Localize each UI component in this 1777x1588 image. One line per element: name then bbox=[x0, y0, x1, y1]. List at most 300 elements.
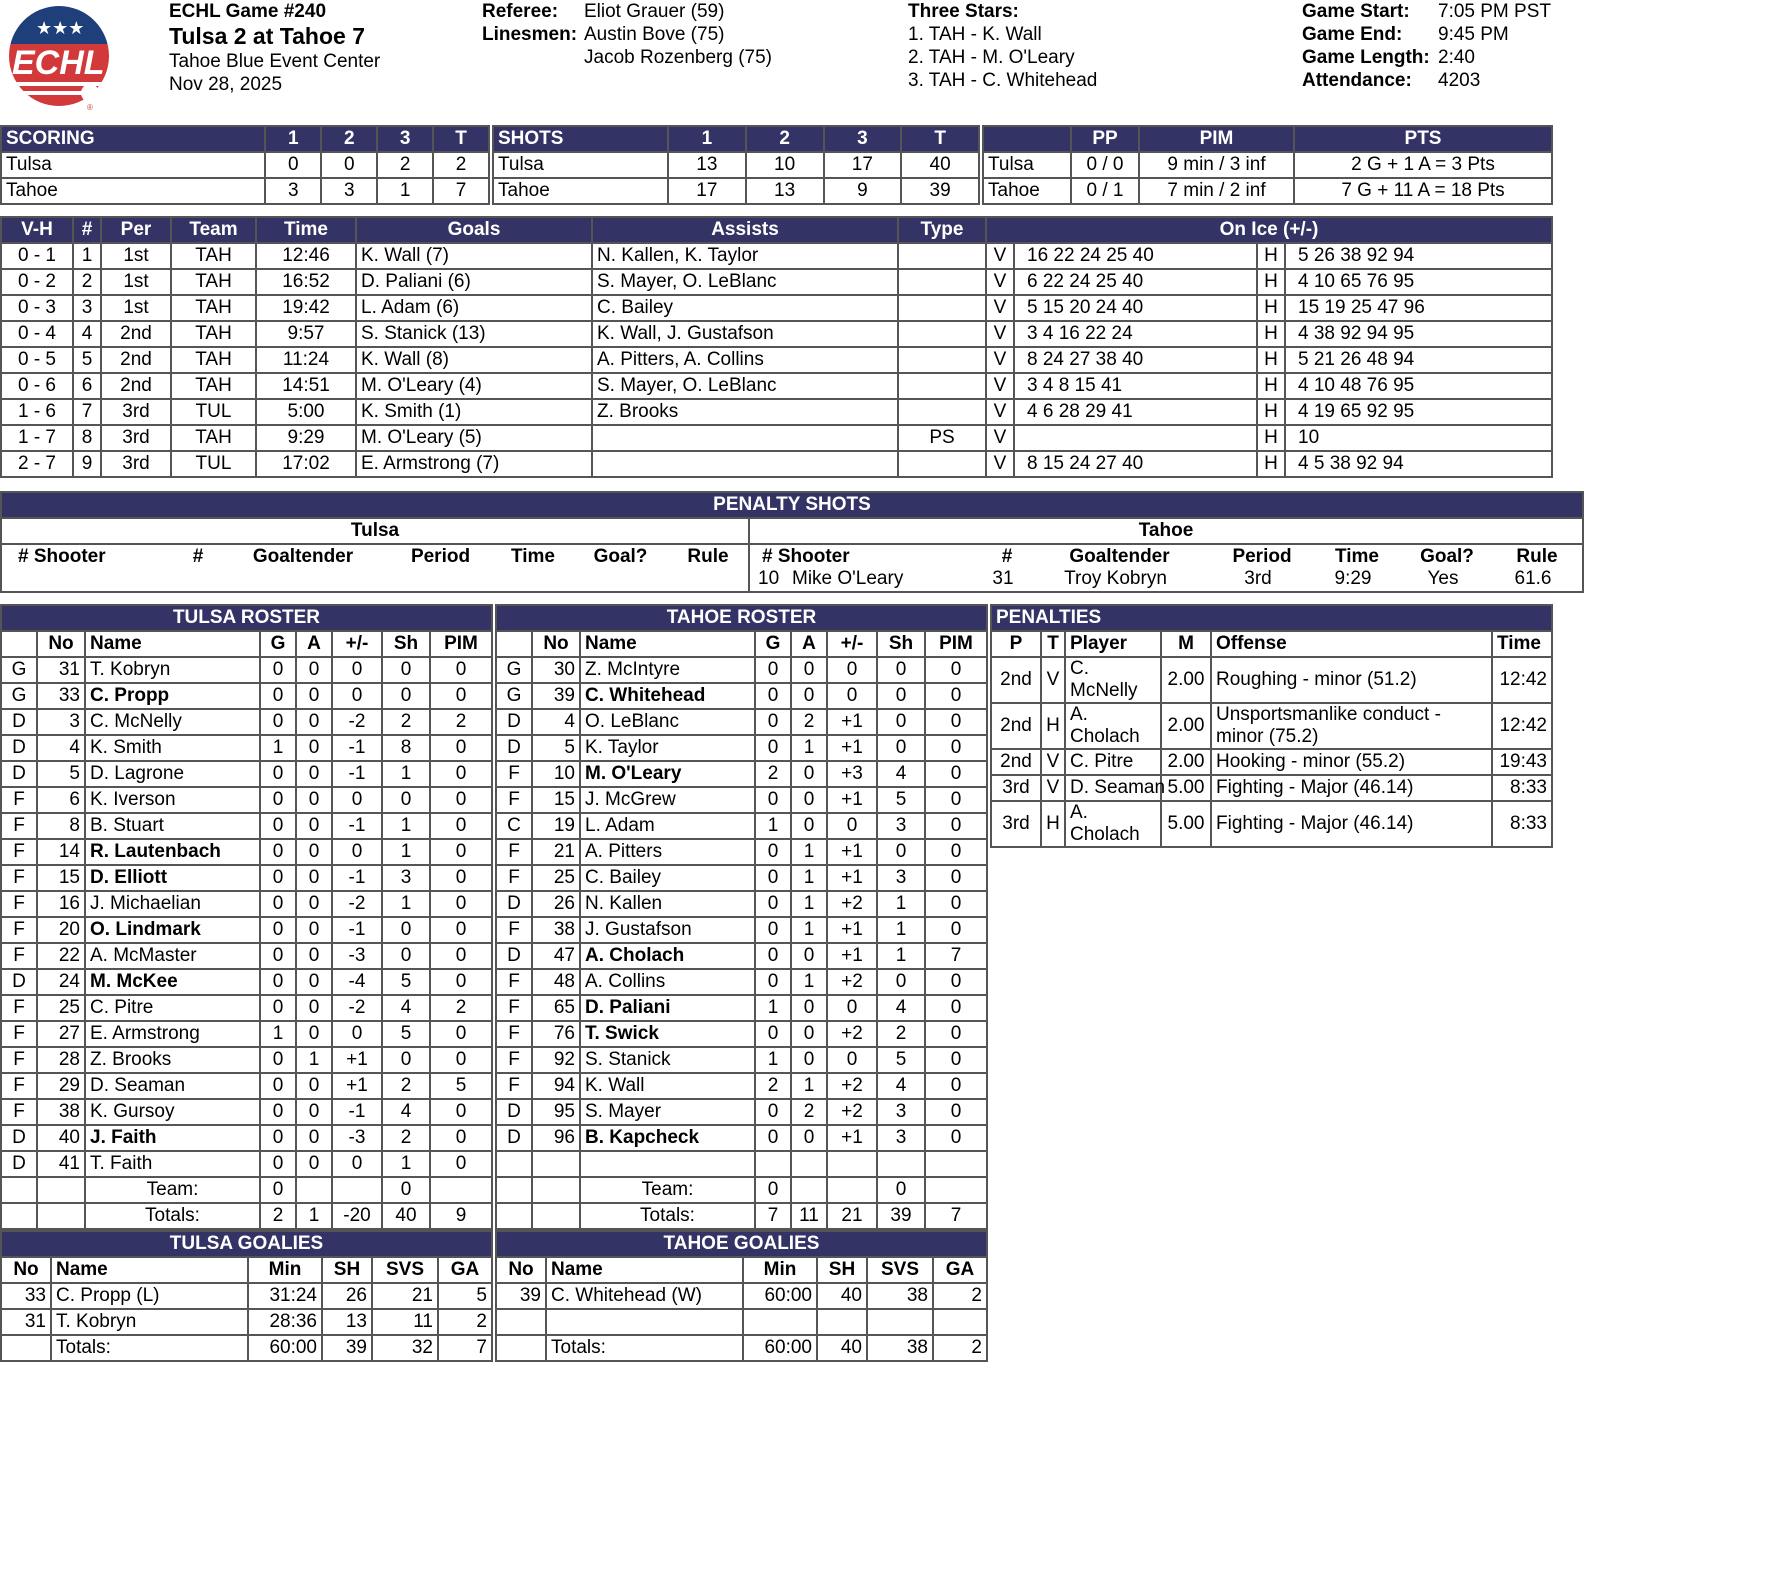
player-name bbox=[581, 1152, 754, 1176]
row-label: Totals: bbox=[581, 1204, 754, 1228]
col-header: Goal? bbox=[593, 546, 648, 567]
goals-section bbox=[0, 216, 1553, 478]
stat-pm: -2 bbox=[333, 710, 381, 734]
jersey-number: 41 bbox=[38, 1152, 84, 1176]
player-name: J. Gustafson bbox=[581, 918, 754, 942]
col-header: Rule bbox=[1516, 546, 1558, 567]
offense: Fighting - Major (46.14) bbox=[1212, 802, 1491, 846]
stat-sh: 1 bbox=[878, 892, 924, 916]
stat-sh: 3 bbox=[878, 1126, 924, 1150]
home-marker: H bbox=[1258, 400, 1284, 424]
player-row bbox=[2, 996, 491, 1020]
player-row bbox=[497, 658, 986, 682]
visitor-on-ice: 3 4 16 22 24 bbox=[1015, 322, 1256, 346]
cell: 7 G + 11 A = 18 Pts bbox=[1295, 179, 1551, 203]
stat-pim: 0 bbox=[431, 866, 491, 890]
stat-pm: +1 bbox=[828, 840, 876, 864]
position: D bbox=[2, 736, 36, 760]
stat-g: 1 bbox=[756, 814, 790, 838]
total-g: 0 bbox=[756, 1178, 790, 1202]
time: 8:33 bbox=[1493, 802, 1551, 846]
tulsa-column bbox=[0, 604, 493, 1362]
penalties-title: PENALTIES bbox=[992, 606, 1551, 630]
player-row bbox=[2, 1048, 491, 1072]
player-row bbox=[2, 736, 491, 760]
col-header: GA bbox=[439, 1258, 491, 1282]
jersey-number: 65 bbox=[533, 996, 579, 1020]
player-row bbox=[2, 814, 491, 838]
team-row bbox=[2, 1178, 491, 1202]
col-header: 2 bbox=[747, 127, 823, 151]
visitor-on-ice: 3 4 8 15 41 bbox=[1015, 374, 1256, 398]
stat-sh: 0 bbox=[878, 840, 924, 864]
goal-assists: K. Wall, J. Gustafson bbox=[593, 322, 897, 346]
goalie-number: 31 bbox=[992, 568, 1014, 589]
position: F bbox=[2, 1022, 36, 1046]
goal-per: 2nd bbox=[102, 348, 170, 372]
stat-a: 0 bbox=[297, 658, 331, 682]
cell bbox=[533, 1178, 579, 1202]
player-name: M. O'Leary bbox=[581, 762, 754, 786]
stat-pim: 0 bbox=[431, 684, 491, 708]
stat-a: 0 bbox=[297, 684, 331, 708]
player-name: E. Armstrong bbox=[86, 1022, 259, 1046]
referee: Eliot Grauer (59) bbox=[584, 1, 725, 22]
goalie-sh: 26 bbox=[323, 1284, 371, 1308]
stat-a: 0 bbox=[792, 1022, 826, 1046]
player-name: L. Adam bbox=[581, 814, 754, 838]
stat-pm: -1 bbox=[333, 736, 381, 760]
goal-time: 16:52 bbox=[257, 270, 355, 294]
jersey-number: 26 bbox=[533, 892, 579, 916]
stat-g: 0 bbox=[261, 944, 295, 968]
cell: 3 bbox=[266, 179, 320, 203]
total-svs: 38 bbox=[868, 1336, 932, 1360]
tahoe-goalies-table bbox=[495, 1230, 988, 1362]
col-header: SH bbox=[323, 1258, 371, 1282]
game-length: 2:40 bbox=[1438, 47, 1475, 68]
stat-g bbox=[756, 1152, 790, 1176]
goalie-ga bbox=[934, 1310, 986, 1334]
svg-text:®: ® bbox=[87, 103, 93, 112]
col-header: Sh bbox=[383, 632, 429, 656]
goal-n: 1 bbox=[74, 244, 100, 268]
player-row bbox=[2, 892, 491, 916]
col-header: Time bbox=[510, 546, 555, 567]
goal-vh: 2 - 7 bbox=[2, 452, 72, 476]
player-row bbox=[497, 684, 986, 708]
position: F bbox=[497, 996, 531, 1020]
col-header: On Ice (+/-) bbox=[987, 218, 1551, 242]
player-name: C. Whitehead bbox=[581, 684, 754, 708]
player-name: B. Kapcheck bbox=[581, 1126, 754, 1150]
jersey-number: 33 bbox=[38, 684, 84, 708]
star-3: 3. TAH - C. Whitehead bbox=[908, 70, 1098, 91]
total-sh: 39 bbox=[323, 1336, 371, 1360]
visitor-on-ice: 8 15 24 27 40 bbox=[1015, 452, 1256, 476]
goalie-ga: 5 bbox=[439, 1284, 491, 1308]
position: F bbox=[497, 866, 531, 890]
stat-a: 0 bbox=[297, 788, 331, 812]
player-name: J. Faith bbox=[86, 1126, 259, 1150]
player-row bbox=[2, 866, 491, 890]
shots-title: SHOTS bbox=[494, 127, 667, 151]
col-header: Type bbox=[899, 218, 985, 242]
goal-type bbox=[899, 296, 985, 320]
stat-pm bbox=[828, 1152, 876, 1176]
stat-g: 0 bbox=[756, 1022, 790, 1046]
stat-pm: +1 bbox=[828, 918, 876, 942]
stat-pm: 0 bbox=[333, 1022, 381, 1046]
table-row bbox=[494, 153, 978, 177]
visitor-marker: V bbox=[987, 400, 1013, 424]
penalty-shots-section bbox=[0, 491, 1558, 593]
goal-time: 14:51 bbox=[257, 374, 355, 398]
cell: 7 bbox=[434, 179, 488, 203]
total-pim bbox=[431, 1178, 491, 1202]
stat-a: 0 bbox=[297, 710, 331, 734]
game-header bbox=[0, 0, 1553, 124]
total-sh: 40 bbox=[818, 1336, 866, 1360]
total-a: 1 bbox=[297, 1204, 331, 1228]
stat-sh: 1 bbox=[383, 892, 429, 916]
stat-a: 0 bbox=[792, 788, 826, 812]
player-row bbox=[497, 1048, 986, 1072]
player-row bbox=[2, 1100, 491, 1124]
goalie-sh: 13 bbox=[323, 1310, 371, 1334]
period: 3rd bbox=[1244, 568, 1272, 589]
stat-g: 0 bbox=[756, 710, 790, 734]
stat-sh: 2 bbox=[383, 710, 429, 734]
home-marker: H bbox=[1258, 452, 1284, 476]
goalie-name: C. Propp (L) bbox=[52, 1284, 247, 1308]
goal-result: Yes bbox=[1427, 568, 1459, 589]
goal-n: 3 bbox=[74, 296, 100, 320]
position: F bbox=[2, 866, 36, 890]
cell: 17 bbox=[669, 179, 745, 203]
player-name: A. Cholach bbox=[1066, 802, 1160, 846]
goal-type bbox=[899, 452, 985, 476]
goal-type bbox=[899, 400, 985, 424]
period: 2nd bbox=[992, 750, 1040, 774]
scoring-table bbox=[0, 125, 490, 205]
player-name: D. Seaman bbox=[86, 1074, 259, 1098]
home-on-ice: 4 10 48 76 95 bbox=[1286, 374, 1551, 398]
stat-sh: 3 bbox=[383, 866, 429, 890]
goal-assists bbox=[593, 426, 897, 450]
stat-a: 0 bbox=[297, 1022, 331, 1046]
row-label: Team: bbox=[581, 1178, 754, 1202]
jersey-number: 94 bbox=[533, 1074, 579, 1098]
stat-sh: 0 bbox=[878, 736, 924, 760]
stat-sh: 1 bbox=[383, 1152, 429, 1176]
total-g: 7 bbox=[756, 1204, 790, 1228]
goalie-ga: 2 bbox=[439, 1310, 491, 1334]
goal-n: 9 bbox=[74, 452, 100, 476]
cell: 9 min / 3 inf bbox=[1140, 153, 1293, 177]
goal-team: TUL bbox=[172, 452, 255, 476]
total-sh: 0 bbox=[383, 1178, 429, 1202]
goal-team: TAH bbox=[172, 374, 255, 398]
goal-n: 4 bbox=[74, 322, 100, 346]
goal-type bbox=[899, 322, 985, 346]
home-marker: H bbox=[1258, 296, 1284, 320]
stat-g: 1 bbox=[756, 1048, 790, 1072]
stat-pim: 0 bbox=[431, 1022, 491, 1046]
stat-pim: 0 bbox=[926, 970, 986, 994]
jersey-number: 21 bbox=[533, 840, 579, 864]
team-name: Tahoe bbox=[984, 179, 1070, 203]
stat-pm: +1 bbox=[828, 866, 876, 890]
player-name: C. Pitre bbox=[86, 996, 259, 1020]
player-name: B. Stuart bbox=[86, 814, 259, 838]
player-row bbox=[2, 840, 491, 864]
stat-pim: 0 bbox=[926, 736, 986, 760]
player-row bbox=[2, 944, 491, 968]
total-g: 2 bbox=[261, 1204, 295, 1228]
stat-pim: 0 bbox=[926, 814, 986, 838]
col-header: Per bbox=[102, 218, 170, 242]
player-row bbox=[497, 996, 986, 1020]
stat-a: 0 bbox=[297, 762, 331, 786]
totals-row bbox=[2, 1204, 491, 1228]
player-name: Z. Brooks bbox=[86, 1048, 259, 1072]
table-row bbox=[984, 179, 1551, 203]
col-header: 3 bbox=[825, 127, 901, 151]
jersey-number: 3 bbox=[38, 710, 84, 734]
stat-sh: 1 bbox=[878, 944, 924, 968]
home-marker: H bbox=[1258, 244, 1284, 268]
star-1: 1. TAH - K. Wall bbox=[908, 24, 1042, 45]
goal-row bbox=[2, 452, 1551, 476]
goal-row bbox=[2, 348, 1551, 372]
stat-pim: 0 bbox=[431, 1126, 491, 1150]
position: D bbox=[2, 970, 36, 994]
position: D bbox=[497, 736, 531, 760]
stat-sh: 5 bbox=[383, 970, 429, 994]
linesman: Austin Bove (75) bbox=[584, 24, 725, 45]
position bbox=[497, 1152, 531, 1176]
position: F bbox=[2, 814, 36, 838]
jersey-number: 38 bbox=[38, 1100, 84, 1124]
jersey-number: 95 bbox=[533, 1100, 579, 1124]
col-header: Goals bbox=[357, 218, 591, 242]
player-row bbox=[2, 658, 491, 682]
goal-time: 12:46 bbox=[257, 244, 355, 268]
player-row bbox=[497, 762, 986, 786]
stat-sh: 4 bbox=[383, 1100, 429, 1124]
stat-a: 0 bbox=[792, 944, 826, 968]
svg-text:ECHL: ECHL bbox=[12, 44, 105, 82]
stat-pim: 0 bbox=[431, 918, 491, 942]
total-a bbox=[297, 1178, 331, 1202]
goal-assists: A. Pitters, A. Collins bbox=[593, 348, 897, 372]
stat-pim: 0 bbox=[431, 736, 491, 760]
stat-sh: 0 bbox=[383, 658, 429, 682]
stat-sh: 2 bbox=[878, 1022, 924, 1046]
stat-g: 0 bbox=[756, 866, 790, 890]
goalie-sh bbox=[818, 1310, 866, 1334]
player-name: K. Iverson bbox=[86, 788, 259, 812]
stat-sh: 5 bbox=[383, 1022, 429, 1046]
player-row bbox=[2, 762, 491, 786]
cell bbox=[38, 1204, 84, 1228]
player-row bbox=[2, 970, 491, 994]
time: 9:29 bbox=[1334, 568, 1372, 589]
goalie-number: 33 bbox=[2, 1284, 50, 1308]
roster-title: TULSA ROSTER bbox=[2, 606, 491, 630]
stat-g: 0 bbox=[261, 814, 295, 838]
goal-assists: C. Bailey bbox=[593, 296, 897, 320]
col-header: Name bbox=[52, 1258, 247, 1282]
player-row bbox=[497, 1100, 986, 1124]
stat-g: 0 bbox=[261, 1126, 295, 1150]
player-name: Z. McIntyre bbox=[581, 658, 754, 682]
stat-pm: +2 bbox=[828, 970, 876, 994]
col-header: Min bbox=[744, 1258, 816, 1282]
stat-pim: 0 bbox=[926, 1048, 986, 1072]
total-svs: 32 bbox=[373, 1336, 437, 1360]
total-min: 60:00 bbox=[249, 1336, 321, 1360]
stat-g: 0 bbox=[756, 944, 790, 968]
goalie-row bbox=[2, 1310, 491, 1334]
cell bbox=[2, 1178, 36, 1202]
player-row bbox=[497, 944, 986, 968]
cell: 1 bbox=[378, 179, 432, 203]
stat-g: 0 bbox=[756, 684, 790, 708]
col-header: T bbox=[1042, 632, 1064, 656]
col-header: 3 bbox=[378, 127, 432, 151]
jersey-number: 48 bbox=[533, 970, 579, 994]
goal-per: 1st bbox=[102, 244, 170, 268]
jersey-number: 15 bbox=[533, 788, 579, 812]
penalties-header-row bbox=[992, 632, 1551, 656]
jersey-number: 30 bbox=[533, 658, 579, 682]
stat-pm: 0 bbox=[333, 840, 381, 864]
stat-a: 0 bbox=[297, 840, 331, 864]
col-header: T bbox=[902, 127, 978, 151]
stat-pm: -1 bbox=[333, 866, 381, 890]
home-on-ice: 4 38 92 94 95 bbox=[1286, 322, 1551, 346]
position: F bbox=[2, 788, 36, 812]
player-row bbox=[2, 788, 491, 812]
visitor-marker: V bbox=[987, 270, 1013, 294]
rosters-section bbox=[0, 604, 1553, 1362]
position: F bbox=[497, 788, 531, 812]
period: 2nd bbox=[992, 704, 1040, 748]
stat-sh: 0 bbox=[878, 658, 924, 682]
stat-pim: 0 bbox=[926, 1100, 986, 1124]
time: 12:42 bbox=[1493, 704, 1551, 748]
penalties-table bbox=[990, 604, 1553, 848]
stat-sh bbox=[878, 1152, 924, 1176]
goal-assists: S. Mayer, O. LeBlanc bbox=[593, 270, 897, 294]
stat-pim: 2 bbox=[431, 996, 491, 1020]
stat-pim: 0 bbox=[431, 658, 491, 682]
col-header: 1 bbox=[266, 127, 320, 151]
stat-sh: 3 bbox=[878, 866, 924, 890]
col-header: A bbox=[297, 632, 331, 656]
jersey-number: 4 bbox=[38, 736, 84, 760]
goal-team: TAH bbox=[172, 348, 255, 372]
cell: 0 / 1 bbox=[1072, 179, 1138, 203]
goal-goal: E. Armstrong (7) bbox=[357, 452, 591, 476]
jersey-number: 5 bbox=[533, 736, 579, 760]
time: 19:43 bbox=[1493, 750, 1551, 774]
stat-g: 0 bbox=[261, 684, 295, 708]
penalty-shots-title: PENALTY SHOTS bbox=[2, 493, 1582, 517]
stat-a: 0 bbox=[297, 944, 331, 968]
stat-a: 0 bbox=[297, 892, 331, 916]
total-pm bbox=[828, 1178, 876, 1202]
stat-pm: +2 bbox=[828, 892, 876, 916]
stat-pm: -1 bbox=[333, 762, 381, 786]
stat-pm: 0 bbox=[333, 788, 381, 812]
stat-g: 0 bbox=[261, 710, 295, 734]
position: D bbox=[2, 762, 36, 786]
goal-time: 5:00 bbox=[257, 400, 355, 424]
stat-a: 0 bbox=[297, 1152, 331, 1176]
stat-sh: 3 bbox=[878, 814, 924, 838]
goal-team: TUL bbox=[172, 400, 255, 424]
stat-pm: -1 bbox=[333, 1100, 381, 1124]
cell: 40 bbox=[902, 153, 978, 177]
stat-pim: 0 bbox=[926, 762, 986, 786]
cell: 7 min / 2 inf bbox=[1140, 179, 1293, 203]
goal-assists: Z. Brooks bbox=[593, 400, 897, 424]
stat-pim: 0 bbox=[431, 1100, 491, 1124]
stat-pm: +1 bbox=[828, 788, 876, 812]
stat-a: 1 bbox=[792, 918, 826, 942]
player-name: K. Wall bbox=[581, 1074, 754, 1098]
jersey-number: 76 bbox=[533, 1022, 579, 1046]
jersey-number: 19 bbox=[533, 814, 579, 838]
stat-sh: 2 bbox=[383, 1074, 429, 1098]
player-name: J. McGrew bbox=[581, 788, 754, 812]
player-row bbox=[2, 1022, 491, 1046]
tulsa-penalty-shots bbox=[2, 545, 748, 591]
goalie-row bbox=[2, 1284, 491, 1308]
stat-g: 0 bbox=[756, 736, 790, 760]
stat-a: 0 bbox=[792, 1126, 826, 1150]
total-ga: 7 bbox=[439, 1336, 491, 1360]
stat-g: 0 bbox=[261, 918, 295, 942]
position: G bbox=[497, 658, 531, 682]
player-row bbox=[497, 1074, 986, 1098]
stat-g: 0 bbox=[261, 1048, 295, 1072]
goalies-header-row bbox=[497, 1258, 986, 1282]
player-row bbox=[2, 918, 491, 942]
goal-goal: D. Paliani (6) bbox=[357, 270, 591, 294]
stat-g: 2 bbox=[756, 1074, 790, 1098]
cell: 10 bbox=[747, 153, 823, 177]
stat-a: 0 bbox=[297, 996, 331, 1020]
goal-per: 2nd bbox=[102, 322, 170, 346]
jersey-number: 31 bbox=[38, 658, 84, 682]
stat-pm: -1 bbox=[333, 814, 381, 838]
player-row bbox=[497, 840, 986, 864]
col-header: No bbox=[38, 632, 84, 656]
goal-type: PS bbox=[899, 426, 985, 450]
col-header: Period bbox=[410, 546, 471, 567]
position: F bbox=[2, 1048, 36, 1072]
stat-pim: 0 bbox=[431, 788, 491, 812]
cell: 0 bbox=[266, 153, 320, 177]
cell: 2 bbox=[378, 153, 432, 177]
stat-pm: -1 bbox=[333, 918, 381, 942]
position: D bbox=[2, 710, 36, 734]
col-header: PTS bbox=[1295, 127, 1551, 151]
